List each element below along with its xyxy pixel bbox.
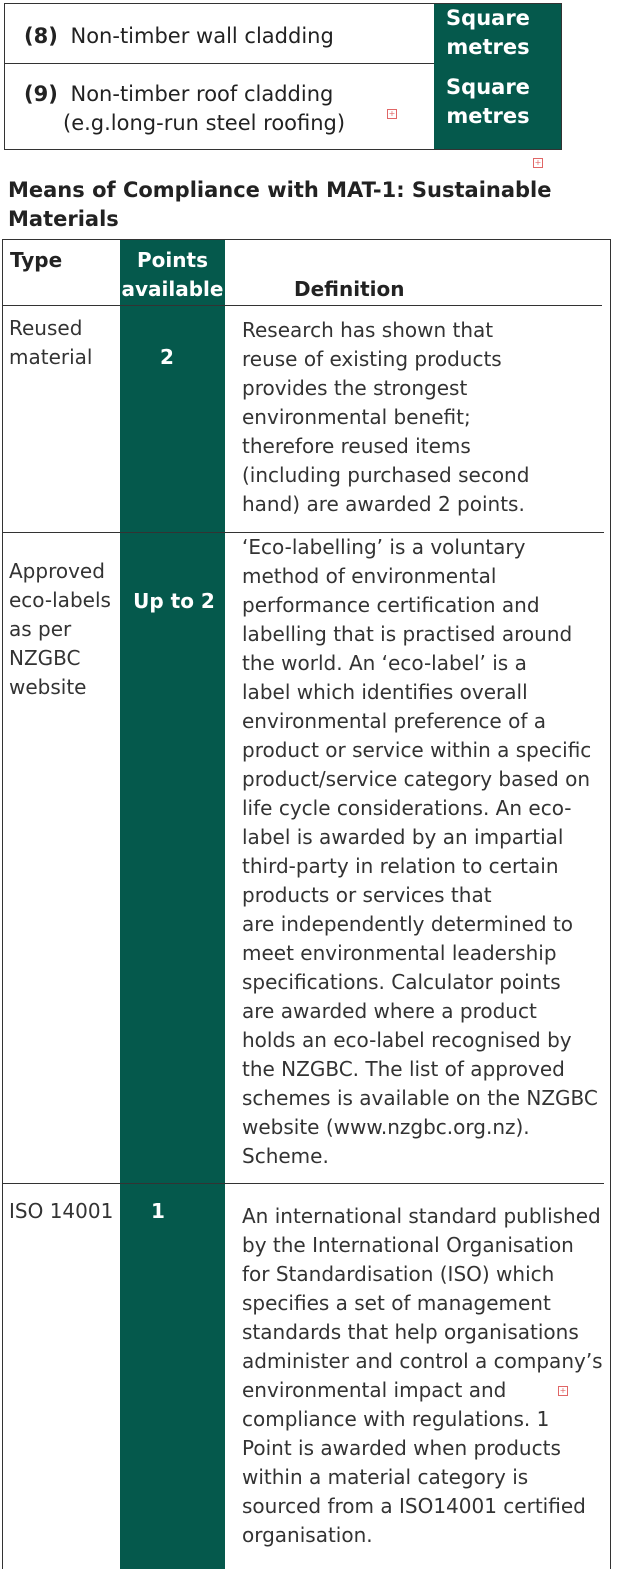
row-divider [2, 1183, 604, 1184]
type-line: Reused [9, 316, 83, 340]
definition-line: standards that help organisations [242, 1320, 579, 1344]
row-label-line-2: (e.g.long-run steel roofing) [63, 111, 346, 135]
row-number: (9) [24, 82, 58, 106]
unit-label [434, 4, 542, 62]
definition-line: organisation. [242, 1523, 373, 1547]
definition-line: the world. An ‘eco-label’ is a [242, 651, 527, 675]
definition-line: schemes is available on the NZGBC [242, 1086, 598, 1110]
type-line: NZGBC [9, 646, 81, 670]
definition-line: label is awarded by an impartial [242, 825, 564, 849]
section-heading [8, 176, 608, 234]
definition-line: labelling that is practised around [242, 622, 573, 646]
definition-cell [242, 533, 612, 1171]
unit-line-2: metres [446, 35, 530, 59]
definition-line: reuse of existing products [242, 347, 502, 371]
definition-line: Point is awarded when products [242, 1436, 561, 1460]
definition-line: Research has shown that [242, 318, 494, 342]
definition-line: are awarded where a product [242, 999, 537, 1023]
definition-line: specifies a set of management [242, 1291, 551, 1315]
anchor-marker-icon: + [388, 109, 396, 118]
points-value: Up to 2 [133, 589, 215, 613]
definition-line: website (www.nzgbc.org.nz). [242, 1115, 530, 1139]
unit-line-1: Square [446, 6, 530, 30]
anchor-marker-icon: + [534, 158, 542, 167]
type-line: eco-labels [9, 588, 111, 612]
definition-line: meet environmental leadership [242, 941, 557, 965]
definition-line: compliance with regulations. 1 [242, 1407, 550, 1431]
unit-line-2: metres [446, 104, 530, 128]
definition-line: Scheme. [242, 1144, 329, 1168]
definition-line: product or service within a specific [242, 738, 592, 762]
row-number: (8) [24, 24, 58, 48]
definition-line: provides the strongest [242, 376, 468, 400]
definition-line: environmental benefit; [242, 405, 471, 429]
units-row-divider [4, 63, 434, 64]
anchor-marker-icon: + [559, 1386, 567, 1395]
section-heading-line-1: Means of Compliance with MAT-1: Sustainable [8, 178, 552, 202]
definition-line: holds an eco-label recognised by [242, 1028, 572, 1052]
type-line: ISO 14001 [9, 1199, 114, 1223]
definition-line: ‘Eco-labelling’ is a voluntary [242, 535, 526, 559]
definition-line: product/service category based on [242, 767, 591, 791]
definition-line: by the International Organisation [242, 1233, 574, 1257]
definition-line: method of environmental [242, 564, 497, 588]
header-definition: Definition [294, 277, 405, 301]
type-line: as per [9, 617, 72, 641]
definition-line: administer and control a company’s [242, 1349, 603, 1373]
header-divider [2, 305, 602, 306]
definition-cell [242, 316, 612, 519]
type-cell [9, 1197, 119, 1226]
definition-line: (including purchased second [242, 463, 530, 487]
section-heading-line-2: Materials [8, 207, 119, 231]
definition-cell [242, 1202, 612, 1550]
type-line: website [9, 675, 87, 699]
units-row-9 [24, 80, 424, 138]
unit-line-1: Square [446, 75, 530, 99]
definition-line: products or services that [242, 883, 492, 907]
definition-line: environmental impact and [242, 1378, 507, 1402]
header-points-line-2: available [121, 277, 224, 301]
header-type: Type [10, 248, 63, 272]
definition-line: performance certification and [242, 593, 540, 617]
header-points-line-1: Points [137, 248, 208, 272]
definition-line: third-party in relation to certain [242, 854, 559, 878]
unit-label [434, 73, 542, 131]
points-value: 1 [151, 1199, 165, 1223]
definition-line: are independently determined to [242, 912, 574, 936]
definition-line: therefore reused items [242, 434, 471, 458]
type-cell [9, 314, 117, 372]
definition-line: for Standardisation (ISO) which [242, 1262, 555, 1286]
units-row-8 [24, 22, 424, 51]
row-label: Non-timber wall cladding [70, 24, 334, 48]
type-line: Approved [9, 559, 105, 583]
row-label: Non-timber roof cladding [70, 82, 334, 106]
points-column [120, 240, 225, 1569]
definition-line: the NZGBC. The list of approved [242, 1057, 565, 1081]
type-cell [9, 557, 117, 702]
definition-line: sourced from a ISO14001 certified [242, 1494, 586, 1518]
definition-line: label which identifies overall [242, 680, 528, 704]
header-points [120, 246, 225, 304]
definition-line: life cycle considerations. An eco- [242, 796, 572, 820]
type-line: material [9, 345, 93, 369]
points-value: 2 [160, 345, 174, 369]
definition-line: An international standard published [242, 1204, 601, 1228]
definition-line: specifications. Calculator points [242, 970, 561, 994]
definition-line: within a material category is [242, 1465, 529, 1489]
definition-line: hand) are awarded 2 points. [242, 492, 525, 516]
definition-line: environmental preference of a [242, 709, 546, 733]
